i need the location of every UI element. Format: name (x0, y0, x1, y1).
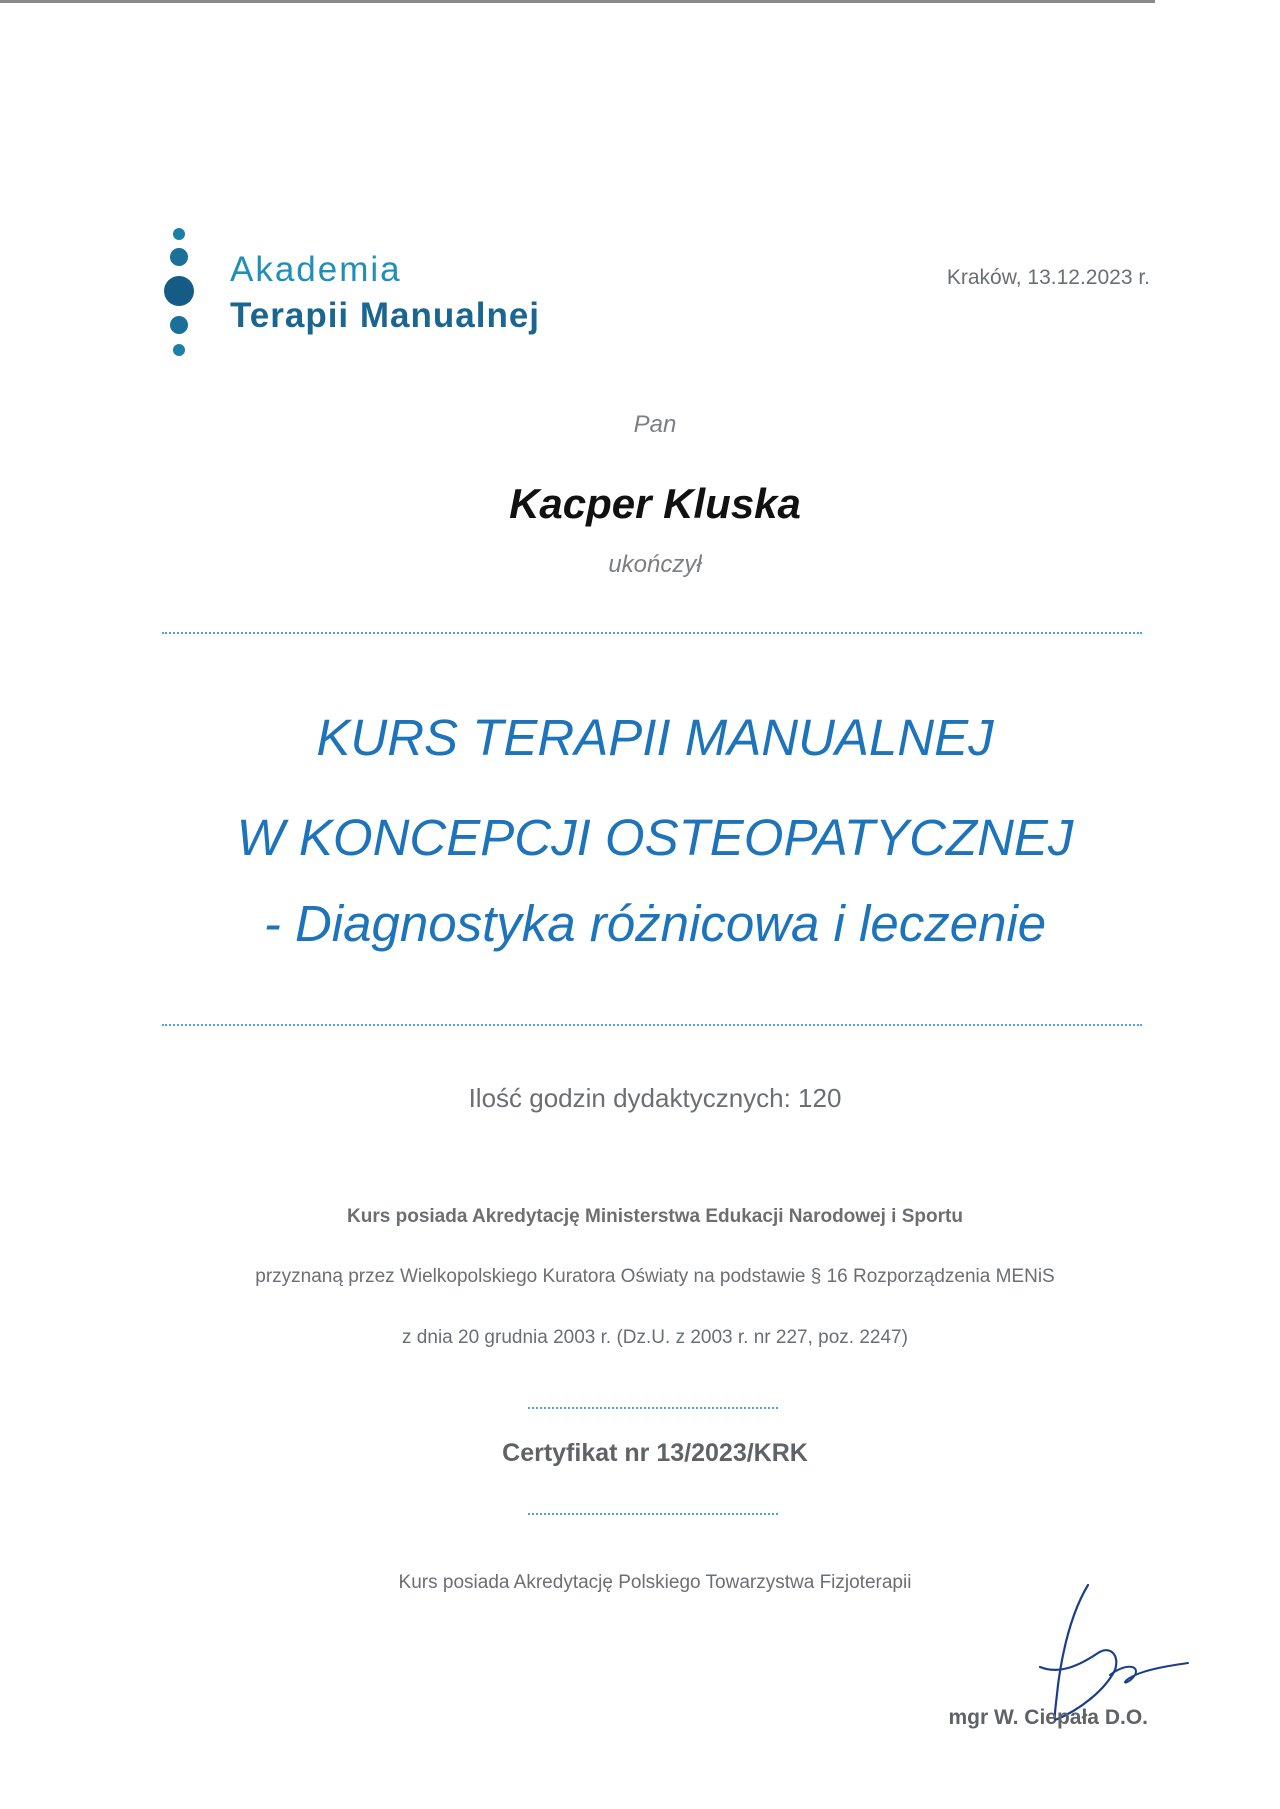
dotted-divider (528, 1407, 778, 1409)
logo-dot (173, 344, 185, 356)
course-title-line2: W KONCEPCJI OSTEOPATYCZNEJ (236, 809, 1074, 866)
dotted-divider (162, 1024, 1142, 1026)
logo-dot (170, 316, 188, 334)
pt-accreditation: Kurs posiada Akredytację Polskiego Towarzystwa Fizjoterapii (398, 1572, 912, 1593)
accreditation-line3: z dnia 20 grudnia 2003 r. (Dz.U. z 2003 r. nr 227, poz. 2247) (402, 1327, 908, 1348)
logo-dot (164, 276, 194, 306)
course-title-line3: - Diagnostyka różnicowa i leczenie (263, 895, 1047, 952)
top-border-line (0, 0, 1155, 3)
logo-dot (170, 248, 188, 266)
accreditation-line2: przyznaną przez Wielkopolskiego Kuratora Oświaty na podstawie § 16 Rozporządzenia MENiS (255, 1266, 1055, 1287)
salutation: Pan (633, 411, 677, 438)
completion-verb: ukończył (608, 551, 702, 578)
dotted-divider (528, 1513, 778, 1515)
logo-text-line2: Terapii Manualnej (230, 296, 541, 335)
signer-name: mgr W. Ciepała D.O. (948, 1706, 1148, 1729)
course-title-line1: KURS TERAPII MANUALNEJ (316, 709, 994, 766)
logo-dot (173, 228, 185, 240)
place-date: Kraków, 13.12.2023 r. (946, 266, 1150, 289)
dotted-divider (162, 632, 1142, 634)
recipient-name: Kacper Kluska (509, 480, 801, 527)
teaching-hours: Ilość godzin dydaktycznych: 120 (468, 1083, 842, 1113)
logo-text-line1: Akademia (230, 250, 402, 289)
accreditation-line1: Kurs posiada Akredytację Ministerstwa Edukacji Narodowej i Sportu (347, 1206, 963, 1227)
logo-dots-icon (158, 228, 198, 368)
certificate-number: Certyfikat nr 13/2023/KRK (502, 1439, 808, 1467)
